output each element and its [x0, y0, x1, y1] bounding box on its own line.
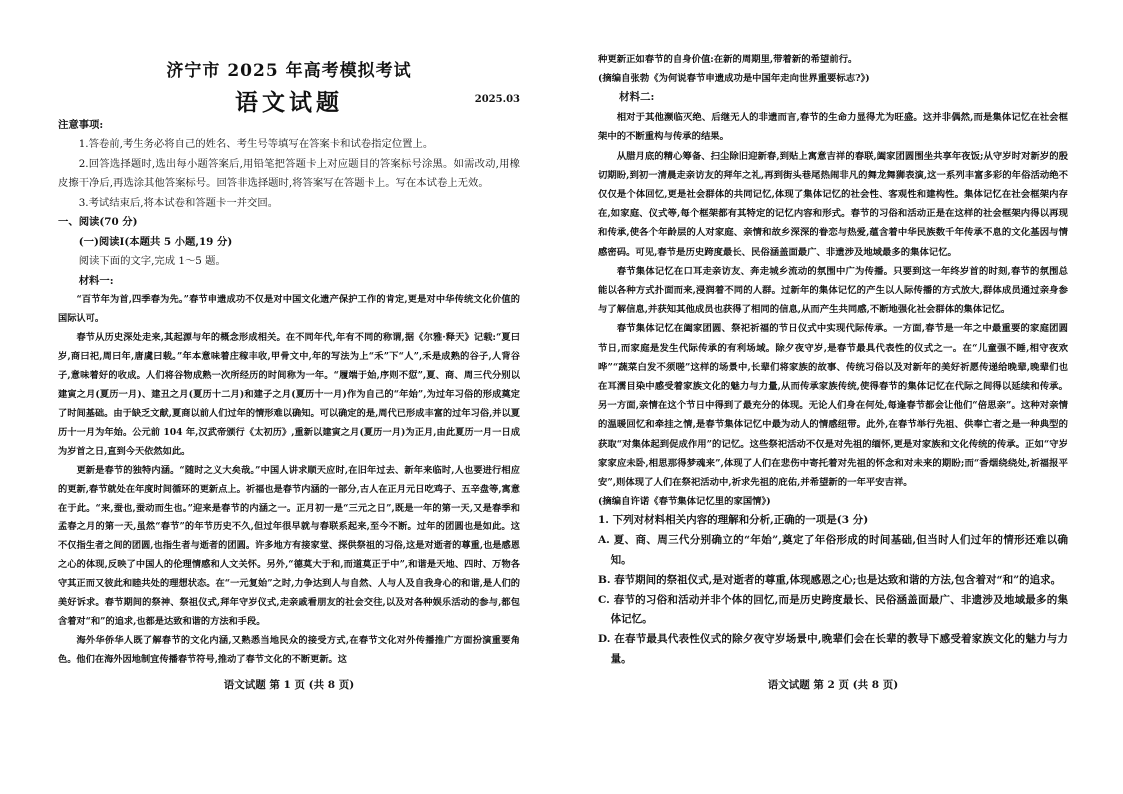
notice-heading: 注意事项:	[58, 119, 104, 131]
paragraph: 海外华侨华人既了解春节的文化内涵,又熟悉当地民众的接受方式,在春节文化对外传播推广方面扮演重要角色。他们在海外因地制宜传播春节符号,推动了春节文化的不断更新。这	[58, 634, 520, 665]
section-heading: 一、阅读(70 分)	[58, 216, 138, 229]
notice-item: 1.答卷前,考生务必将自己的姓名、考生号等填写在答案卡和试卷指定位置上。	[78, 138, 434, 151]
paragraph: 春节从历史深处走来,其起源与年的概念形成相关。在不同年代,年有不同的称谓,据《尔雅·释天》记载:“夏曰岁,商曰祀,周曰年,唐虞曰载。”年本意味着庄稼丰收,甲骨文中,年的写法为上“禾”下“人”,禾是成熟的谷子,人背谷子,意味着好的收成。人们将谷物成熟一次所经历的时间称为一年。“履端于始,序则不愆”,夏、商、周三代分别以建寅之月(夏历一月)、建丑之月(夏历十二月)和建子之月(夏历十一月)作为自己的“年始”,为过年习俗的形成奠定了时间基础。由于缺乏文献,夏商以前人们过年的情形难以确知。可以确定的是,周代已形成丰富的过年习俗,并以夏历十一月为年始。公元前 104 年,汉武帝颁行《太初历》,重新以建寅之月(夏历一月)为正月,由此夏历一月一日成为岁首之日,直到今天依然如此。	[58, 332, 520, 457]
subject-title: 语文试题	[235, 89, 343, 116]
paragraph: 从腊月底的精心筹备、扫尘除旧迎新春,到贴上寓意吉祥的春联,阖家团圆围坐共享年夜饭;从守岁时对新岁的殷切期盼,到初一清晨走亲访友的拜年之礼,再到街头巷尾热闹非凡的舞龙舞狮表演,这一系列丰富多彩的年俗活动绝不仅仅是个体回忆,更是社会群体的共同记忆,体现了集体记忆的社会性、客观性和建构性。集体记忆在社会框架内存在,如家庭、仪式等,每个框架都有其特定的记忆内容和形式。春节的习俗和活动正是在这样的社会框架内得以再现和传承,使各个年龄层的人对家庭、亲情和故乡深深的眷恋与热爱,蕴含着中华民族数千年传承不息的文化基因与情感密码。可见,春节是历史跨度最长、民俗涵盖面最广、非遗涉及地域最多的集体记忆。	[598, 150, 1068, 258]
paragraph: 更新是春节的独特内涵。“随时之义大矣哉。”中国人讲求顺天应时,在旧年过去、新年来临时,人也要进行相应的更新,春节就处在年度时间循环的更新点上。祈福也是春节内涵的一部分,古人在正月元日吃鸡子、五辛盘等,寓意在于此。“来,蚕也,蚕动而生也。”迎来是春节的内涵之一。正月初一是“三元之日”,既是一年的第一天,又是春季和孟春之月的第一天,虽然“春节”的年节历史不久,但过年很早就与春联系起来,至今不断。过年的团圆也是如此。这不仅指生者之间的团圆,也指生者与逝者的团圆。许多地方有接家堂、探供祭祖的习俗,这是对逝者的尊重,也是感恩之心的体现,反映了中国人的伦理情感和人文关怀。另外,“德莫大于和,而道莫正于中”,和谐是天地、四时、万物各守其正而又彼此和睦共处的理想状态。在“一元复始”之时,力争达到人与自然、人与人及自我身心的和谐,是人们的美好诉求。春节期间的祭神、祭祖仪式,拜年守岁仪式,走亲戚看朋友的社会交往,以及对各种娱乐活动的参与,都包含着对“和”的追求,也都是达致和谐的方法和手段。	[58, 464, 520, 628]
page-footer: 语文试题 第 1 页 (共 8 页)	[223, 679, 355, 691]
paragraph: 相对于其他濒临灭绝、后继无人的非遗而言,春节的生命力显得尤为旺盛。这并非偶然,而是集体记忆在社会框架中的不断重构与传承的结果。	[598, 112, 1068, 143]
option-a: A. 夏、商、周三代分别确立的“年始”,奠定了年俗形成的时间基础,但当时人们过年的情形还难以确知。	[598, 534, 1068, 567]
instruction: 阅读下面的文字,完成 1～5 题。	[78, 255, 226, 268]
paragraph: 春节集体记忆在口耳走亲访友、奔走城乡流动的氛围中广为传播。只要到这一年终岁首的时刻,春节的氛围总能以各种方式扑面而来,浸润着不同的人群。过新年的集体记忆的产生以人际传播的方式放大,群体成员通过亲身参与了解信息,并获知其他成员也获得了相同的信息,从而产生共同感,不断地强化社会群体的集体记忆。	[598, 265, 1068, 316]
exam-date: 2025.03	[474, 94, 520, 105]
page-2-body	[598, 50, 1068, 670]
material-label: 材料一:	[78, 274, 114, 287]
notice-item: 3.考试结束后,将本试卷和答题卡一并交回。	[78, 196, 279, 209]
paragraph: 种更新正如春节的自身价值:在新的周期里,带着新的希望前行。	[598, 54, 858, 65]
subsection-heading: (一)阅读Ⅰ(本题共 5 小题,19 分)	[78, 235, 233, 248]
page-1	[58, 0, 520, 794]
option-c: C. 春节的习俗和活动并非个体的回忆,而是历史跨度最长、民俗涵盖面最广、非遗涉及地域最多的集体记忆。	[598, 593, 1068, 626]
material-label: 材料二:	[619, 91, 655, 104]
notice-item: 2.回答选择题时,选出每小题答案后,用铅笔把答题卡上对应题目的答案标号涂黑。如需改动,用橡皮擦干净后,再选涂其他答案标号。回答非选择题时,将答案写在答题卡上。写在本试卷上无效。	[58, 157, 520, 190]
paragraph: 春节集体记忆在阖家团圆、祭祀祈福的节日仪式中实现代际传承。一方面,春节是一年之中最重要的家庭团圆节日,而家庭是发生代际传承的有利场域。除夕夜守岁,是春节最具代表性的仪式之一。在“儿童强不睡,相守夜欢哗”“蔬菜白发不须嗟”这样的场景中,长辈们将家族的故事、传统习俗以及对新年的美好祈愿传递给晚辈,晚辈们也在耳濡目染中感受着家族文化的魅力与力量,从而传承家族传统,使得春节的集体记忆在代际之间得以延续和传承。另一方面,亲情在这个节日中得到了最充分的体现。无论人们身在何处,每逢春节都会让他们“倍思亲”。这种对亲情的温暖回忆和牵挂之情,是春节集体记忆中最为动人的情感纽带。此外,在春节举行先祖、供奉亡者之是一种典型的获取“对集体起到促成作用”的记忆。这些祭祀活动不仅是对先祖的缅怀,更是对家族和文化传统的传承。正如“守岁家家应未卧,相思那得梦魂来”,体现了人们在悲伤中寄托着对先祖的怀念和对未来的期盼;而“香烟绕绕处,祈福报平安”,则体现了人们在祭祀活动中,祈求先祖的庇佑,并希望新的一年平安吉祥。	[598, 323, 1068, 489]
exam-title: 济宁市 2025 年高考模拟考试	[166, 61, 412, 81]
page-footer: 语文试题 第 2 页 (共 8 页)	[767, 679, 899, 691]
option-b: B. 春节期间的祭祖仪式,是对逝者的尊重,体现感恩之心;也是达致和谐的方法,包含着对“和”的追求。	[598, 573, 1062, 586]
page-1-body	[58, 116, 520, 670]
source-citation: (摘编自许诺《春节集体记忆里的家国情》)	[598, 496, 771, 508]
question-stem: 1. 下列对材料相关内容的理解和分析,正确的一项是(3 分)	[598, 514, 869, 527]
page-2	[598, 0, 1068, 794]
source-citation: (摘编自张勃《为何说春节申遗成功是中国年走向世界重要标志?》)	[598, 73, 870, 85]
option-d: D. 在春节最具代表性仪式的除夕夜守岁场景中,晚辈们会在长辈的教导下感受着家族文化的魅力与力量。	[598, 633, 1068, 665]
paragraph: “百节年为首,四季春为先。”春节申遗成功不仅是对中国文化遗产保护工作的肯定,更是对中华传统文化价值的国际认可。	[58, 294, 520, 325]
